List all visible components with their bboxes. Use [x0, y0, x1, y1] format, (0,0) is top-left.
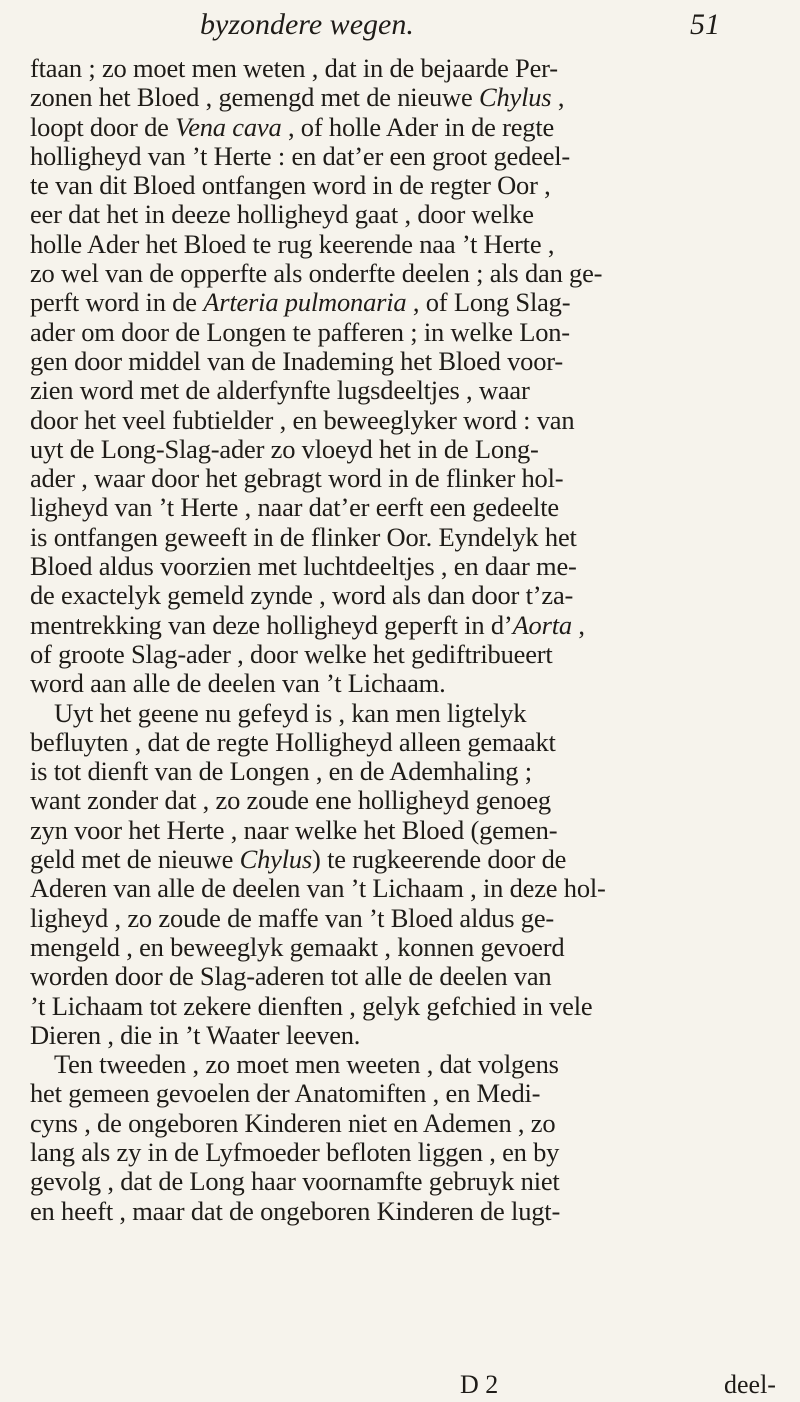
text-line: door het veel fubtielder , en beweeglyker word : van: [30, 405, 575, 435]
page-number: 51: [690, 8, 720, 41]
text-line: gen door middel van de Inademing het Bloed voor-: [30, 346, 563, 376]
text-line: zo wel van de opperfte als onderfte deelen ; als dan ge-: [30, 259, 603, 289]
text-line: gevolg , dat de Long haar voornamfte gebruyk niet: [30, 1167, 560, 1197]
page-footer: [30, 1370, 776, 1402]
text-line: loopt door de Vena cava , of holle Ader in de regte: [30, 112, 555, 142]
text-line: is tot dienft van de Longen , en de Ademhaling ;: [30, 757, 532, 787]
text-line: ’t Lichaam tot zekere dienften , gelyk gefchied in vele: [30, 991, 593, 1021]
text-line: ligheyd van ’t Herte , naar dat’er eerft een gedeelte: [30, 493, 559, 523]
running-head: [200, 8, 720, 52]
text-line: perft word in de Arteria pulmonaria , of Long Slag-: [30, 288, 571, 318]
text-line: Dieren , die in ’t Waater leeven.: [30, 1020, 361, 1050]
text-line: ftaan ; zo moet men weten , dat in de bejaarde Per-: [30, 54, 558, 83]
running-title: byzondere wegen.: [200, 8, 414, 41]
text-line: het gemeen gevoelen der Anatomiften , en Medi-: [30, 1079, 541, 1109]
text-line: uyt de Long-Slag-ader zo vloeyd het in de Long-: [30, 434, 539, 464]
text-line: de exactelyk gemeld zynde , word als dan door t’za-: [30, 581, 574, 611]
text-line: befluyten , dat de regte Holligheyd alleen gemaakt: [30, 727, 556, 757]
text-line: word aan alle de deelen van ’t Lichaam.: [30, 669, 446, 699]
text-line: ligheyd , zo zoude de maffe van ’t Bloed aldus ge-: [30, 903, 555, 933]
text-line: zien word met de alderfynfte lugsdeeltjes , waar: [30, 376, 530, 406]
text-line: ader , waar door het gebragt word in de flinker hol-: [30, 464, 564, 494]
text-line: ader om door de Longen te pafferen ; in welke Lon-: [30, 317, 570, 347]
text-line: eer dat het in deeze holligheyd gaat , door welke: [30, 200, 534, 230]
text-line: mentrekking van deze holligheyd geperft in d’Aorta ,: [30, 610, 585, 640]
text-line: holligheyd van ’t Herte : en dat’er een groot gedeel-: [30, 141, 571, 171]
text-line: of groote Slag-ader , door welke het gediftribueert: [30, 639, 553, 669]
catchword: deel-: [724, 1370, 776, 1399]
text-line: worden door de Slag-aderen tot alle de deelen van: [30, 962, 552, 992]
text-line: mengeld , en beweeglyk gemaakt , konnen gevoerd: [30, 932, 565, 962]
text-line: en heeft , maar dat de ongeboren Kinderen de lugt-: [30, 1196, 561, 1226]
text-line: geld met de nieuwe Chylus) te rugkeerende door de: [30, 845, 567, 875]
text-line: Bloed aldus voorzien met luchtdeeltjes , en daar me-: [30, 552, 577, 582]
text-line: holle Ader het Bloed te rug keerende naa ’t Herte ,: [30, 229, 555, 259]
body-text: [30, 54, 790, 1226]
text-line: lang als zy in de Lyfmoeder befloten liggen , en by: [30, 1137, 560, 1167]
signature-mark: D 2: [460, 1370, 499, 1399]
text-line: want zonder dat , zo zoude ene holligheyd genoeg: [30, 786, 551, 816]
text-line: zyn voor het Herte , naar welke het Bloed (gemen-: [30, 815, 558, 845]
text-line: Uyt het geene nu gefeyd is , kan men ligtelyk: [54, 698, 527, 728]
text-line: is ontfangen geweeft in de flinker Oor. Eyndelyk het: [30, 522, 577, 552]
text-line: cyns , de ongeboren Kinderen niet en Ademen , zo: [30, 1108, 556, 1138]
text-line: te van dit Bloed ontfangen word in de regter Oor ,: [30, 171, 551, 201]
text-line: Aderen van alle de deelen van ’t Lichaam , in deze hol-: [30, 874, 606, 904]
text-line: zonen het Bloed , gemengd met de nieuwe Chylus ,: [30, 83, 565, 113]
text-line: Ten tweeden , zo moet men weeten , dat volgens: [54, 1050, 559, 1080]
